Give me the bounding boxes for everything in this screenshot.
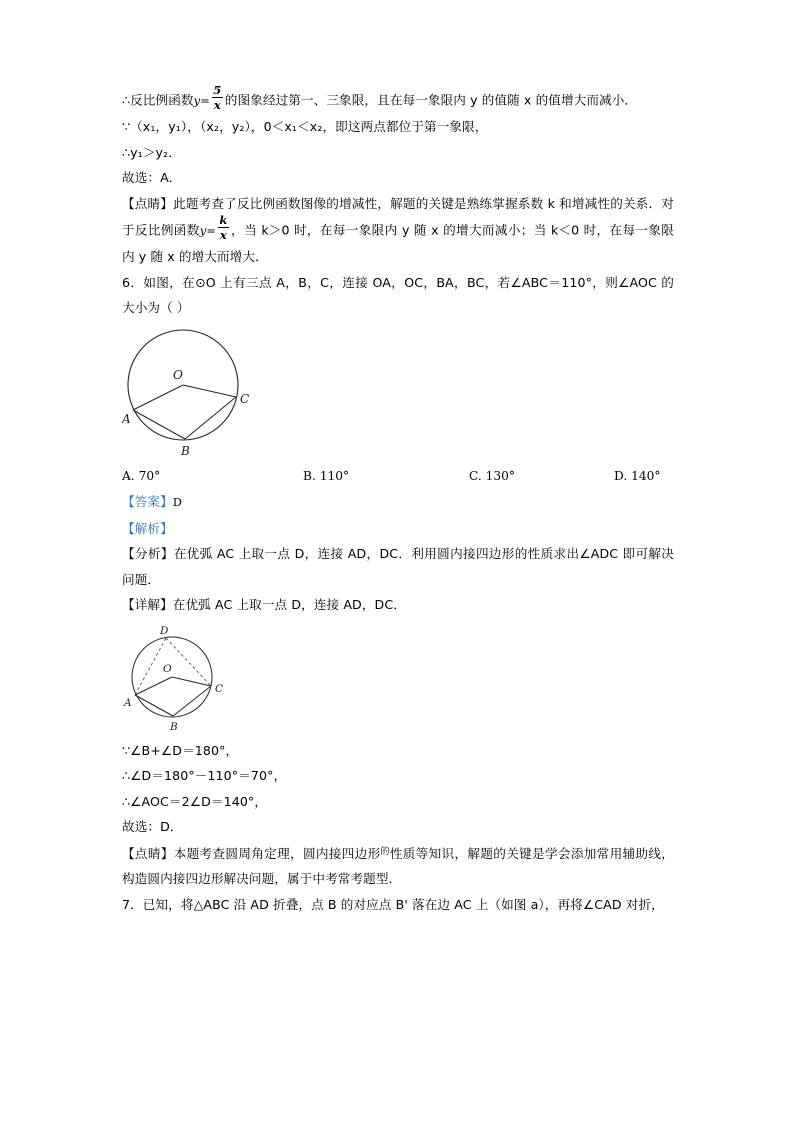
q6-chosen-answer: 故选：D． [122, 819, 183, 835]
option-b-key: B. [303, 468, 316, 483]
fraction-five-over-x [212, 85, 223, 112]
q6-step-2: ∴∠D＝180°－110°＝70°， [122, 768, 287, 784]
fraction-k-over-x [218, 215, 229, 242]
page-content [122, 83, 674, 917]
fraction-denominator: x [213, 98, 221, 112]
segment-DC-dashed [166, 638, 211, 686]
analysis-text: 在优弧 AC 上取一点 D，连接 AD，DC．利用圆内接四边形的性质求出∠ADC 即可解决问题． [122, 546, 674, 587]
answer-value: D [172, 495, 183, 510]
segment-AD-dashed [135, 638, 166, 695]
q5-line1-prefix: ∴反比例函数 [122, 92, 194, 108]
q5-variable-y: y [193, 93, 201, 108]
option-a-key: A. [122, 468, 135, 483]
q5-tip-equals-sign: = [206, 223, 216, 238]
q5-conclusion-line-2: ∵（x₁，y₁），（x₂，y₂），0＜x₁＜x₂，即这两点都位于第一象限， [122, 119, 488, 135]
q5-tip-paragraph [122, 191, 674, 270]
q6-tip-label: 【点睛】 [122, 845, 174, 861]
q6-tip-paragraph [122, 840, 674, 892]
q6-tip-text-2: 性质等知识，解题的关键是学会添加常用辅助线，构造圆内接四边形解决问题，属于中考常考题型． [122, 845, 674, 887]
q7-question-stem: 7．已知，将△ABC 沿 AD 折叠，点 B 的对应点 B' 落在边 AC 上（如图 a），再将∠CAD 对折， [122, 896, 664, 912]
q5-tip-text-a: 此题考查了反比例函数图像的增减性，解题的关键是熟练掌握系数 k 和增减性的关系．对于反比例函数 [122, 195, 674, 238]
q5-tip-label: 【点睛】 [122, 195, 174, 211]
circle-diagram-svg [122, 325, 322, 458]
label-A: A [124, 696, 132, 709]
analysis-label: 【分析】 [122, 546, 174, 562]
option-c-key: C. [469, 468, 482, 483]
label-B: B [170, 720, 178, 732]
q6-tip-text-1: 本题考查圆周角定理，圆内接四边形 [173, 845, 381, 861]
option-a[interactable] [122, 464, 160, 490]
q6-analysis-paragraph [122, 541, 674, 592]
fraction-numerator: k [219, 213, 228, 228]
option-d-key: D. [614, 468, 628, 483]
q5-line1-suffix: 的图象经过第一、三象限，且在每一象限内 y 的值随 x 的值增大而减小． [224, 92, 638, 108]
label-C: C [215, 682, 224, 695]
q5-conclusion-line-1 [122, 83, 674, 114]
option-c[interactable] [469, 464, 515, 490]
label-D: D [160, 624, 169, 637]
q5-tip-variable-y: y [199, 223, 207, 238]
label-B: B [181, 443, 190, 458]
q5-conclusion-line-3: ∴y₁＞y₂． [122, 144, 181, 160]
q6-detail-paragraph [122, 592, 674, 618]
detail-text: 在优弧 AC 上取一点 D，连接 AD，DC． [172, 597, 406, 613]
q5-chosen-answer: 故选：A． [122, 170, 182, 186]
label-A: A [122, 411, 131, 426]
option-b-value: 110° [319, 468, 350, 483]
segment-OA [133, 385, 183, 410]
circle-diagram-d-svg [122, 622, 292, 732]
q6-options-row [122, 464, 674, 490]
detail-label: 【详解】 [122, 597, 173, 613]
q6-step-1: ∵∠B+∠D＝180°， [122, 742, 239, 758]
q6-step-3: ∴∠AOC＝2∠D＝140°， [122, 793, 268, 809]
q6-tip-superscript: 的 [380, 846, 390, 857]
q5-equals-sign: = [200, 93, 210, 108]
q6-answer-line [122, 489, 674, 516]
q6-figure-circle-diagram-with-d [122, 622, 674, 736]
fraction-numerator: 5 [213, 83, 222, 97]
q5-tip-text-b: ，当 k＞0 时，在每一象限内 y 随 x 的增大而减小；当 k＜0 时，在每一象限内 y 随 x 的增大而增大． [122, 222, 674, 265]
option-b[interactable] [303, 464, 349, 490]
option-d-value: 140° [631, 468, 661, 483]
segment-OC [183, 385, 236, 397]
answer-label: 【答案】 [122, 494, 173, 510]
option-a-value: 70° [138, 468, 161, 483]
segment-OC [172, 677, 211, 686]
q6-figure-circle-diagram [122, 325, 674, 462]
label-C: C [240, 391, 250, 406]
q6-analysis-header: 【解析】 [122, 520, 173, 536]
q6-question-stem: 6．如图，在⊙O 上有三点 A，B，C，连接 OA，OC，BA，BC，若∠ABC＝110°，则∠AOC 的大小为（ ） [122, 274, 674, 316]
label-O: O [173, 367, 183, 382]
option-d[interactable] [614, 464, 660, 490]
fraction-denominator: x [219, 228, 227, 243]
option-c-value: 130° [485, 468, 515, 483]
segment-OA [135, 677, 172, 695]
label-O: O [163, 662, 172, 675]
